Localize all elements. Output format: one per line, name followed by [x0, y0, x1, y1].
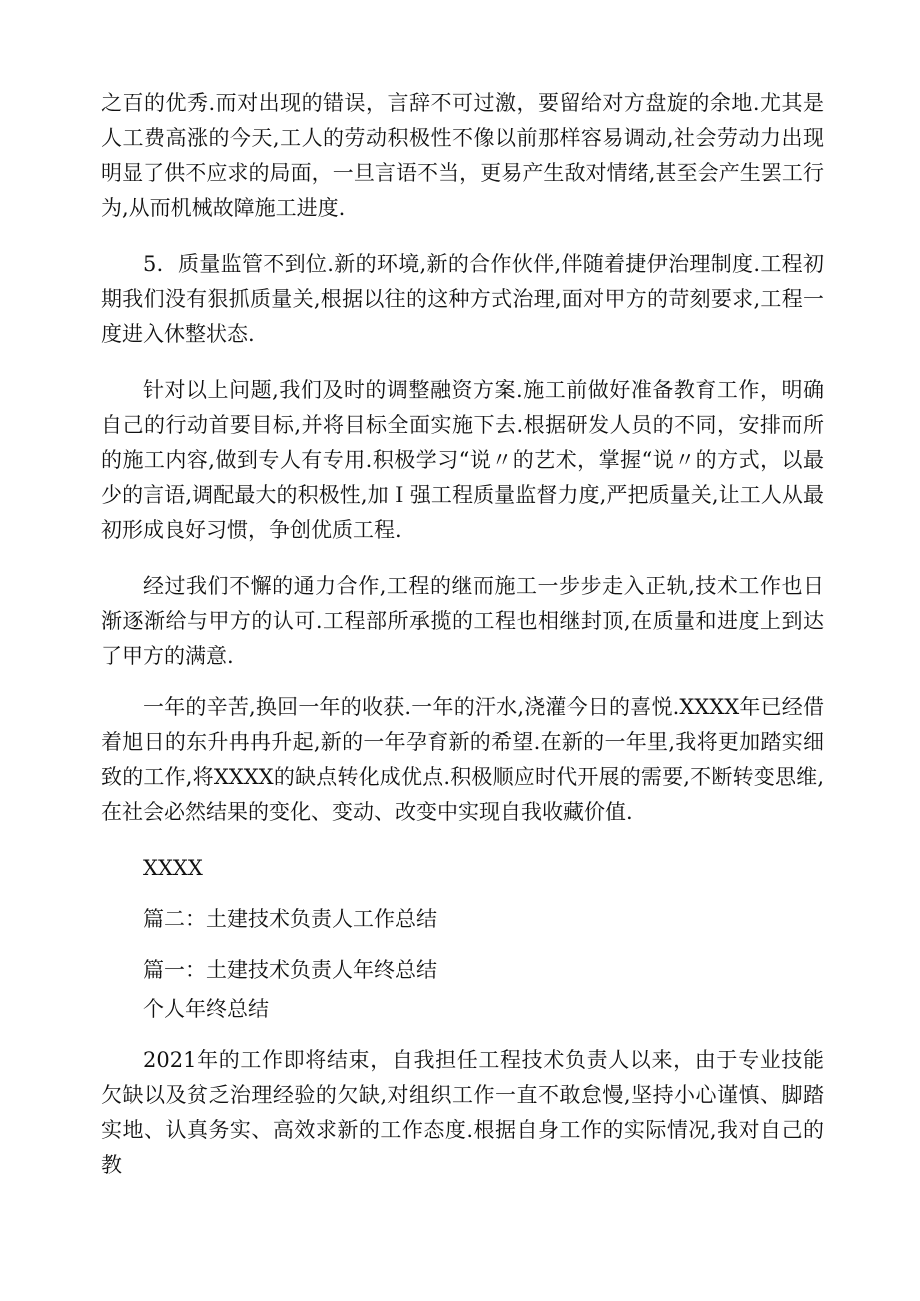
signature: XXXX: [143, 856, 203, 880]
paragraph-2: 5．质量监管不到位.新的环境,新的合作伙伴,伴随着捷伊治理制度.工程初期我们没有狠抓质量关,根据以往的这种方式治理,面对甲方的苛刻要求,工程一度进入休整状态.: [101, 252, 824, 346]
subheading: 个人年终总结: [143, 997, 269, 1021]
heading-chapter-1: 篇一：土建技术负责人年终总结: [143, 958, 437, 982]
paragraph-final: 2021年的工作即将结束，自我担任工程技术负责人以来，由于专业技能欠缺以及贫乏治理经验的欠缺,对组织工作一直不敢怠慢,坚持小心谨慎、脚踏实地、认真务实、高效求新的工作态度.根据自身工作的实际情况,我对自己的教: [101, 1048, 824, 1177]
paragraph-4: 经过我们不懈的通力合作,工程的继而施工一步步走入正轨,技术工作也日渐逐渐给与甲方的认可.工程部所承揽的工程也相继封顶,在质量和进度上到达了甲方的满意.: [101, 574, 824, 668]
paragraph-5: 一年的辛苦,换回一年的收获.一年的汗水,浇灌今日的喜悦.XXXX年已经借着旭日的东升冉冉升起,新的一年孕育新的希望.在新的一年里,我将更加踏实细致的工作,将XXXX的缺点转化成优点.积极顺应时代开展的需要,不断转变思维,在社会必然结果的变化、变动、改变中实现自我收藏价值.: [101, 695, 824, 824]
heading-chapter-2: 篇二：土建技术负责人工作总结: [143, 907, 437, 931]
paragraph-3: 针对以上问题,我们及时的调整融资方案.施工前做好准备教育工作，明确自己的行动首要目标,并将目标全面实施下去.根据研发人员的不同，安排而所的施工内容,做到专人有专用.积极学习“说〃的艺术，掌握“说〃的方式，以最少的言语,调配最大的积极性,加Ｉ强工程质量监督力度,严把质量关,让工人从最初形成良好习惯，争创优质工程.: [101, 378, 824, 542]
paragraph-1: 之百的优秀.而对出现的错误，言辞不可过激，要留给对方盘旋的余地.尤其是人工费高涨的今天,工人的劳动积极性不像以前那样容易调动,社会劳动力出现明显了供不应求的局面，一旦言语不当，更易产生敌对情绪,甚至会产生罢工行为,从而机械故障施工进度.: [101, 91, 824, 220]
